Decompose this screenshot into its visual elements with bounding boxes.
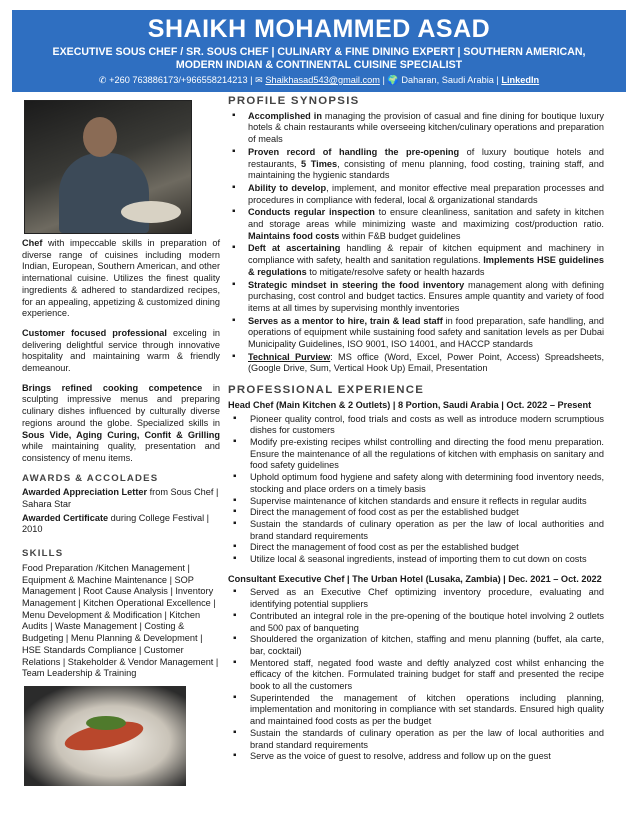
job-bullet: ▪ Direct the management of food cost as per the established budget xyxy=(228,507,604,519)
separator: | xyxy=(247,75,256,85)
photo-garnish xyxy=(86,716,126,730)
job-heading: Consultant Executive Chef | The Urban Hotel (Lusaka, Zambia) | Dec. 2021 – Oct. 2022 xyxy=(228,573,602,584)
competence-lead: Brings refined cooking competence xyxy=(22,382,203,393)
job-bullet: ▪ Uphold optimum food hygiene and safety along with determining food inventory needs, stocking and place orders on a timely basis xyxy=(228,472,604,495)
role-line-1: EXECUTIVE SOUS CHEF / SR. SOUS CHEF | CULINARY & FINE DINING EXPERT | SOUTHERN AMERICAN, xyxy=(52,46,586,58)
job-bullets xyxy=(228,587,604,763)
location: Daharan, Saudi Arabia xyxy=(401,75,494,85)
award-item xyxy=(22,513,220,536)
synopsis-bold: 5 Times xyxy=(301,158,338,169)
globe-icon: 🌍 xyxy=(387,75,399,85)
candidate-name: SHAIKH MOHAMMED ASAD xyxy=(147,15,491,43)
job-bullets xyxy=(228,414,604,566)
plated-dish-photo xyxy=(24,686,186,786)
job-heading: Head Chef (Main Kitchen & 2 Outlets) | 8 Portion, Saudi Arabia | Oct. 2022 – Present xyxy=(228,399,592,410)
synopsis-lead: Serves as a mentor to hire, train & lead staff xyxy=(248,315,443,326)
synopsis-item xyxy=(228,243,604,278)
job-bullet: ▪ Supervise maintenance of kitchen standards and ensure it reflects in regular audits xyxy=(228,496,604,508)
synopsis-text: of luxury boutique hotels and restaurants, xyxy=(248,146,604,169)
separator: | xyxy=(379,75,388,85)
synopsis-item xyxy=(228,280,604,315)
synopsis-item xyxy=(228,147,604,182)
synopsis-text: to mitigate/resolve safety or health hazards xyxy=(306,266,485,277)
synopsis-item xyxy=(228,183,604,206)
award-item xyxy=(22,487,220,510)
job-bullet: ▪ Contributed an integral role in the pre-opening of the boutique hotel involving 2 outlets and 500 pax of banqueting xyxy=(228,611,604,634)
chef-portrait-photo xyxy=(24,100,192,234)
intro-lead: Chef xyxy=(22,238,43,248)
role-headline xyxy=(12,46,626,72)
synopsis-text: within F&B budget guidelines xyxy=(339,230,461,241)
role-line-2: MODERN INDIAN & CONTINENTAL CUISINE SPECIALIST xyxy=(175,59,463,71)
synopsis-text: : MS office (Word, Excel, Power Point, Access) Spreadsheets, (Google Drive, Sum, Vertical Hook Up) Email, Presentation xyxy=(248,351,604,374)
synopsis-bold: Implements HSE guidelines & regulations xyxy=(248,255,604,277)
synopsis-text: , consisting of menu planning, food costing, training staff, and maintaining the hygienic standards xyxy=(248,158,604,181)
synopsis-item xyxy=(228,207,604,242)
customer-focus-lead: Customer focused professional xyxy=(22,327,167,338)
customer-focus-text: exceling in delivering delightful service through innovative hospitality and maintaining warm & friendly demeanour. xyxy=(22,327,220,374)
award-detail: during College Festival | 2010 xyxy=(22,512,210,535)
award-name: Awarded Appreciation Letter xyxy=(22,487,148,498)
synopsis-lead: Conducts regular inspection xyxy=(248,207,375,218)
awards-title: AWARDS & ACCOLADES xyxy=(22,472,159,484)
competence-text: in sculpting impressive menus and preparing culinary dishes influenced by culturally diverse regions around the globe. Specialized skills in xyxy=(22,382,220,428)
professional-experience-title: PROFESSIONAL EXPERIENCE xyxy=(228,384,425,397)
synopsis-text: to ensure cleanliness, sanitation and safety in kitchen and storage areas while minimizing waste and maximizing cost/production ratio. xyxy=(248,207,604,230)
separator: | xyxy=(493,75,502,85)
job-bullet: ▪ Sustain the standards of culinary operation as per the law of local authorities and brand standard requirements xyxy=(228,519,604,542)
synopsis-text: management along with defining purchasing, cost control and budget tactics. Ensures ample quantity and variety of food items at all times by supervising monthly inventories xyxy=(248,279,605,313)
job-bullet: ▪ Shouldered the organization of kitchen, staffing and menu planning (buffet, ala carte, bar, cocktail) xyxy=(228,634,604,657)
synopsis-lead: Strategic mindset in steering the food inventory xyxy=(248,279,465,290)
job-bullet: ▪ Superintended the management of kitchen operations including planning, implementation and monitoring in compliance with set standards. Ensured high quality and maintained food costs as per the budget xyxy=(228,693,604,728)
cooking-competence-paragraph xyxy=(22,383,220,465)
synopsis-text: managing the provision of casual and fine dining for boutique luxury hotels & chain restaurants while overseeing kitchen/culinary operations and preparation of meals xyxy=(248,110,604,145)
synopsis-item xyxy=(228,316,604,351)
phone-number: +260 763886173/+966558214213 xyxy=(109,75,248,85)
profile-synopsis-title: PROFILE SYNOPSIS xyxy=(228,95,360,107)
synopsis-text: , implement, and monitor effective meal preparation processes and procedures in compliance with federal, local & organizational standards xyxy=(248,182,604,205)
job-bullet: ▪ Utilize local & seasonal ingredients, instead of importing them to cut down on costs xyxy=(228,554,604,566)
synopsis-lead: Proven record of handling the pre-opening xyxy=(248,146,460,157)
linkedin-link[interactable]: LinkedIn xyxy=(501,75,540,85)
job-entry xyxy=(228,574,604,763)
job-bullet: ▪ Modify pre-existing recipes whilst controlling and directing the food menu preparation. Ensure the maintenance of all the regulations of kitchen with emphasis on sanitary and food safety guidelines xyxy=(228,437,604,472)
synopsis-text: in food preparation, safe handling, and operations of equipment while sustaining food safety and sanitation levels as per Dubai Municipality Guidelines, ISO 9001, ISO 14001, and HACCP standards xyxy=(248,315,605,350)
customer-focus-paragraph xyxy=(22,328,220,375)
competence-skills: Sous Vide, Aging Curing, Confit & Grilling xyxy=(22,429,220,440)
skills-list: Food Preparation /Kitchen Management | Equipment & Machine Maintenance | SOP Management | Root Cause Analysis | Inventory Management | Kitchen Operational Excellence | Menu Development & Modification | Kitchen Audits | Waste Management | Costing & Budgeting | Menu Planning & Development | HSE Standards Compliance | Customer Relations | Stakeholder & Vendor Management | Team Leadership & Training xyxy=(22,562,219,679)
contact-line xyxy=(12,74,626,86)
synopsis-lead: Accomplished in xyxy=(248,110,322,121)
job-bullet: ▪ Served as an Executive Chef optimizing inventory procedure, evaluating and identifying potential suppliers xyxy=(228,587,604,610)
job-bullet: ▪ Sustain the standards of culinary operation as per the law of local authorities and brand standard requirements xyxy=(228,728,604,751)
synopsis-item xyxy=(228,111,604,146)
skills-title: SKILLS xyxy=(22,548,64,560)
intro-text: with impeccable skills in preparation of diverse range of cuisines including modern Indian, European, Southern American, and other international cuisine. Utilizes the finest quality ingredients & adhered to standardized recipes, for an appealing, appetizing & customized dining experience. xyxy=(22,238,220,319)
synopsis-item xyxy=(228,352,604,375)
job-bullet: ▪ Pioneer quality control, food trials and costs as well as introduce modern scrumptious dishes for customers xyxy=(228,414,604,437)
synopsis-lead: Deft at ascertaining xyxy=(248,243,341,254)
award-name: Awarded Certificate xyxy=(22,512,109,523)
left-column xyxy=(22,100,220,786)
intro-paragraph xyxy=(22,238,220,320)
photo-figure-head xyxy=(83,117,117,157)
photo-plate xyxy=(121,201,181,223)
email-icon: ✉ xyxy=(255,75,263,85)
job-bullet: ▪ Mentored staff, negated food waste and deftly analyzed cost whilst enhancing the efficacy of the kitchen. Formulated training budget for staff and presented the recipe book to all the customers xyxy=(228,658,604,693)
phone-icon: ✆ xyxy=(98,75,107,85)
synopsis-text: handling & repair of kitchen equipment and machinery in compliance with safety, health and sanitation regulations. xyxy=(248,243,604,266)
job-bullet: ▪ Direct the management of food cost as per the established budget xyxy=(228,542,604,554)
synopsis-lead: Ability to develop xyxy=(248,182,327,193)
right-column xyxy=(228,96,604,771)
job-bullet: ▪ Serve as the voice of guest to resolve, address and follow up on the guest xyxy=(228,751,604,763)
job-entry xyxy=(228,400,604,566)
synopsis-bold: Maintains food costs xyxy=(248,230,340,241)
email-link[interactable]: Shaikhasad543@gmail.com xyxy=(265,75,380,85)
synopsis-lead: Technical Purview xyxy=(248,351,331,362)
synopsis-list xyxy=(228,111,604,375)
resume-header xyxy=(12,10,626,92)
award-detail: from Sous Chef | Sahara Star xyxy=(22,487,219,510)
competence-end: while maintaining quality, presentation and consistency of menu items. xyxy=(22,441,220,463)
